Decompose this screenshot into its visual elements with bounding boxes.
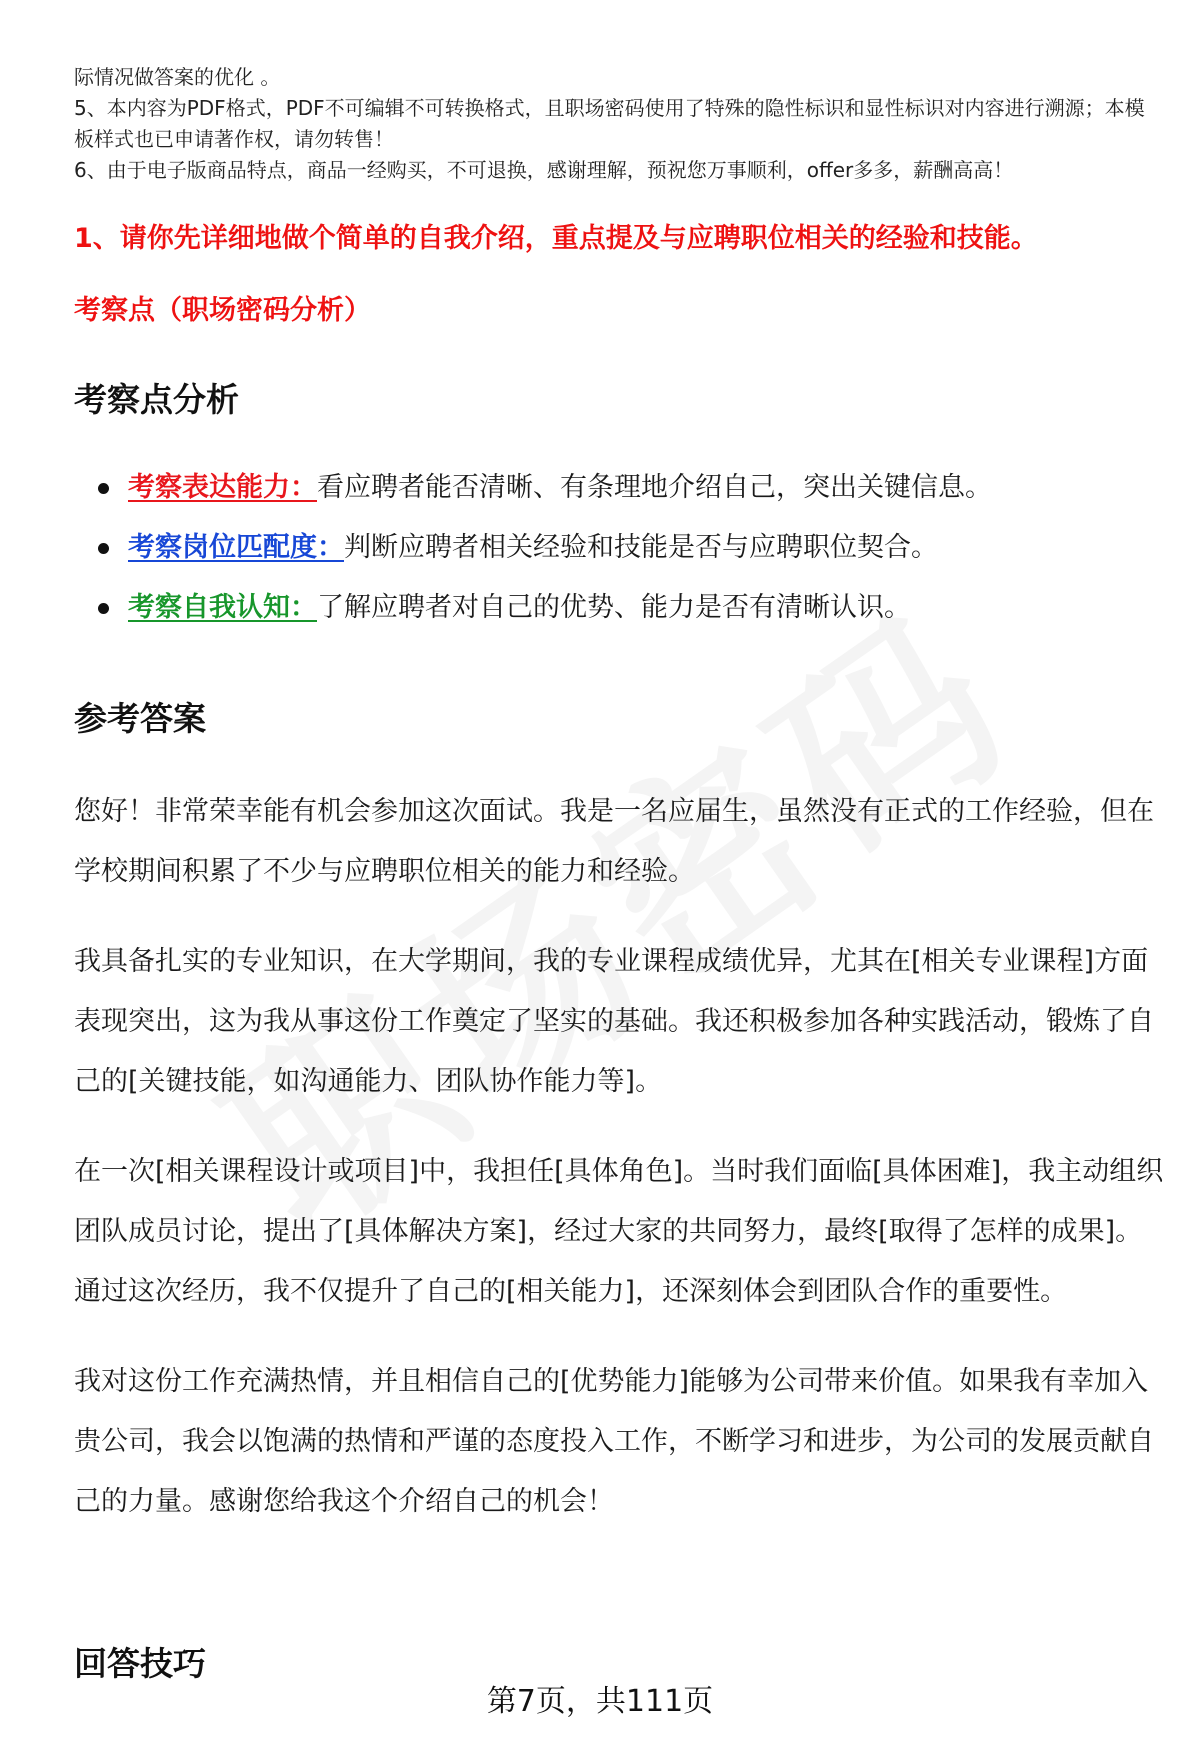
analysis-heading: 考察点分析: [74, 380, 239, 419]
page-number: 第7页，共111页: [486, 1684, 714, 1719]
note-line: 际情况做答案的优化 。: [74, 65, 281, 89]
answer-heading: 参考答案: [74, 699, 206, 738]
answer-paragraph: 我对这份工作充满热情，并且相信自己的[优势能力]能够为公司带来价值。如果我有幸加入贵公司，我会以饱满的热情和严谨的态度投入工作，不断学习和进步，为公司的发展贡献自己的力量。感谢您给我这个介绍自己的机会！: [74, 1366, 1154, 1517]
point-label: 考察自我认知：: [128, 592, 317, 623]
answer-paragraph: 在一次[相关课程设计或项目]中，我担任[具体角色]。当时我们面临[具体困难]，我主动组织团队成员讨论，提出了[具体解决方案]，经过大家的共同努力，最终[取得了怎样的成果]。通过这次经历，我不仅提升了自己的[相关能力]，还深刻体会到团队合作的重要性。: [74, 1156, 1164, 1307]
point-label: 考察岗位匹配度：: [128, 532, 344, 563]
question-title: 1、请你先详细地做个简单的自我介绍，重点提及与应聘职位相关的经验和技能。: [74, 223, 1038, 254]
bullet-dot-icon: [98, 603, 109, 614]
point-item: [74, 590, 1164, 650]
question-subtitle: 考察点（职场密码分析）: [74, 295, 371, 326]
point-description: 看应聘者能否清晰、有条理地介绍自己，突出关键信息。: [317, 472, 992, 503]
answer-paragraph: 您好！非常荣幸能有机会参加这次面试。我是一名应届生，虽然没有正式的工作经验，但在学校期间积累了不少与应聘职位相关的能力和经验。: [74, 796, 1154, 887]
tips-heading: 回答技巧: [74, 1644, 206, 1683]
bullet-dot-icon: [98, 543, 109, 554]
point-item: [74, 470, 1164, 530]
point-description: 了解应聘者对自己的优势、能力是否有清晰认识。: [317, 592, 911, 623]
point-item: [74, 530, 1164, 590]
note-line: 6、由于电子版商品特点，商品一经购买，不可退换，感谢理解，预祝您万事顺利，offer多多，薪酬高高！: [74, 158, 1014, 182]
point-label: 考察表达能力：: [128, 472, 317, 503]
answer-paragraph: 我具备扎实的专业知识，在大学期间，我的专业课程成绩优异，尤其在[相关专业课程]方面表现突出，这为我从事这份工作奠定了坚实的基础。我还积极参加各种实践活动，锻炼了自己的[关键技能，如沟通能力、团队协作能力等]。: [74, 946, 1154, 1097]
answer-body: [74, 782, 1166, 1562]
notes-block: [74, 62, 1164, 186]
bullet-dot-icon: [98, 483, 109, 494]
point-description: 判断应聘者相关经验和技能是否与应聘职位契合。: [344, 532, 938, 563]
points-list: [74, 470, 1164, 650]
note-line: 5、本内容为PDF格式，PDF不可编辑不可转换格式，且职场密码使用了特殊的隐性标识和显性标识对内容进行溯源；本模板样式也已申请著作权，请勿转售！: [74, 96, 1145, 151]
